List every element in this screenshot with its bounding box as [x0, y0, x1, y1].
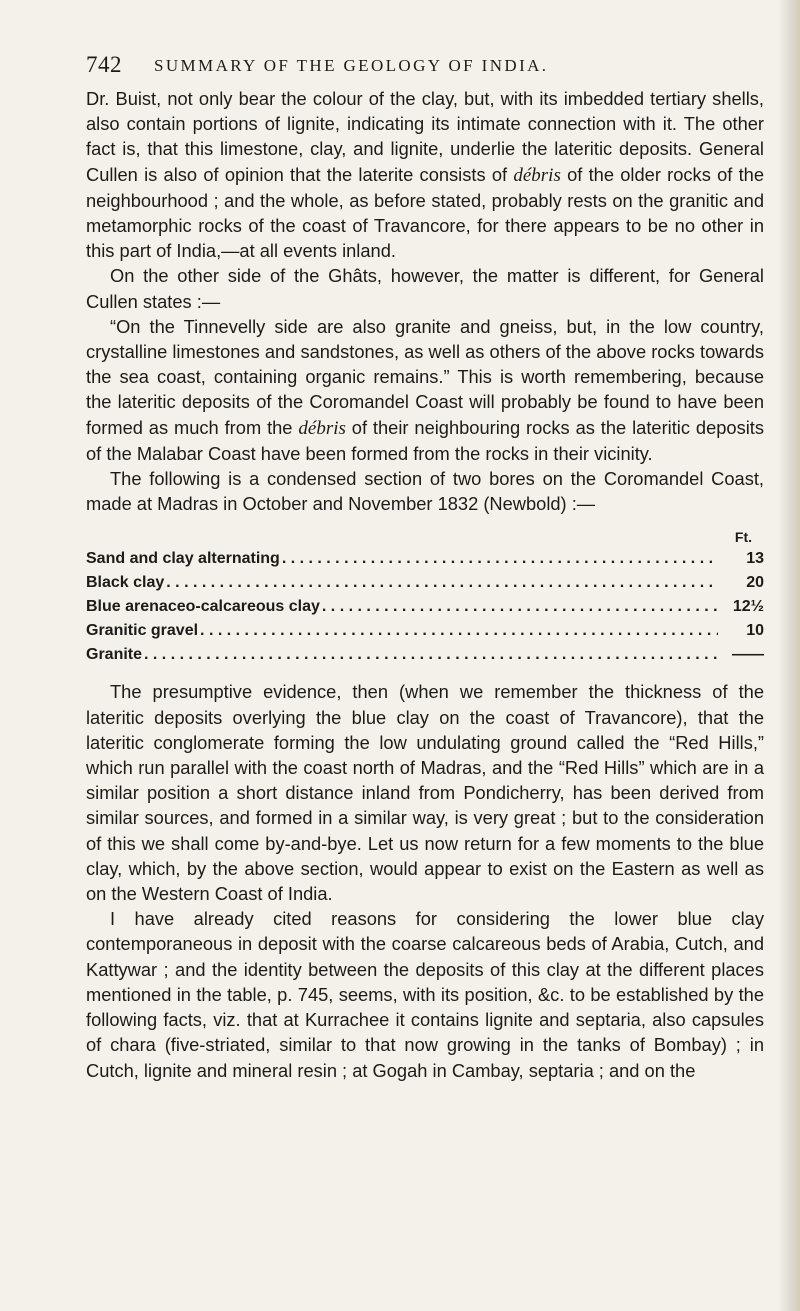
paragraph-1-text-b: of the older rocks of the neighbourhood ; and the whole, as before stated, probably rests on the granitic and metamorphic rocks of the coast of Travancore, for there appears to be no other in this part of India,—at all events inland.: [86, 163, 764, 262]
paragraph-3-emphasis: débris: [298, 417, 346, 439]
bore-section-table: [86, 527, 764, 667]
table-row: [86, 619, 764, 643]
row-value: ——: [732, 646, 764, 664]
running-head: SUMMARY OF THE GEOLOGY OF INDIA.: [154, 56, 549, 75]
table-row: [86, 643, 764, 667]
dot-leader: [322, 595, 718, 619]
page-header: [86, 52, 726, 78]
row-value: 12½: [732, 598, 764, 616]
row-value: 13: [746, 550, 764, 568]
paragraph-5: The presumptive evidence, then (when we remember the thickness of the lateritic deposits overlying the blue clay on the coast of Travancore), that the lateritic conglomerate forming the low undulating ground called the “Red Hills,” which run parallel with the coast north of Madras, and the “Red Hills” which are in a similar position a short distance inland from Pondicherry, has been derived from similar sources, and formed in a similar way, is very great ; but to the consideration of this we shall come by-and-bye. Let us now return for a few moments to the blue clay, which, by the above section, would appear to exist on the Eastern as well as on the Western Coast of India.: [86, 681, 764, 905]
row-label: Granitic gravel: [86, 622, 199, 640]
paragraph-3-text-b: of their neighbouring rocks as the lateritic deposits of the Malabar Coast have been formed from the rocks in their vicinity.: [86, 416, 764, 464]
table-row: [86, 595, 764, 619]
row-value: 10: [746, 622, 764, 640]
row-value: 20: [746, 574, 764, 592]
dot-leader: [200, 619, 718, 643]
table-row: [86, 547, 764, 571]
dot-leader: [144, 643, 718, 667]
paragraph-2: On the other side of the Ghâts, however, the matter is different, for General Cullen states :—: [86, 265, 764, 312]
table-row: [86, 571, 764, 595]
page-edge-shading: [778, 0, 800, 1311]
table-unit-header: Ft.: [734, 529, 752, 546]
row-label: Granite: [86, 646, 143, 664]
paragraph-1-emphasis: débris: [513, 164, 561, 186]
paragraph-6: I have already cited reasons for considering the lower blue clay contemporaneous in deposit with the coarse calcareous beds of Arabia, Cutch, and Kattywar ; and the identity between the deposits of this clay at the different places mentioned in the table, p. 745, seems, with its position, &c. to be established by the following facts, viz. that at Kurrachee it contains lignite and septaria, also capsules of chara (five-striated, similar to that now growing in the tanks of Bombay) ; in Cutch, lignite and mineral resin ; at Gogah in Cambay, septaria ; and on the: [86, 908, 764, 1081]
dot-leader: [282, 547, 718, 571]
page-body: [86, 86, 764, 1083]
paragraph-1-text-a: Dr. Buist, not only bear the colour of the clay, but, with its imbedded tertiary shells, also contain portions of lignite, indicating its intimate connection with it. The other fact is, that this limestone, clay, and lignite, underlie the lateritic deposits. General Cullen is also of opinion that the laterite consists of: [86, 88, 764, 185]
dot-leader: [166, 571, 718, 595]
row-label: Black clay: [86, 574, 165, 592]
row-label: Blue arenaceo-calcareous clay: [86, 598, 320, 616]
paragraph-1: [86, 86, 764, 263]
page-number: 742: [86, 52, 122, 77]
paragraph-3: [86, 314, 764, 466]
row-label: Sand and clay alternating: [86, 550, 280, 568]
paragraph-4: The following is a condensed section of two bores on the Coromandel Coast, made at Madras in October and November 1832 (Newbold) :—: [86, 468, 764, 515]
paragraph-3-text-a: “On the Tinnevelly side are also granite and gneiss, but, in the low country, crystalline limestones and sandstones, as well as others of the above rocks towards the sea coast, containing organic remains.” This is worth remembering, because the lateritic deposits of the Coromandel Coast will probably be found to have been formed as much from the: [86, 315, 764, 438]
